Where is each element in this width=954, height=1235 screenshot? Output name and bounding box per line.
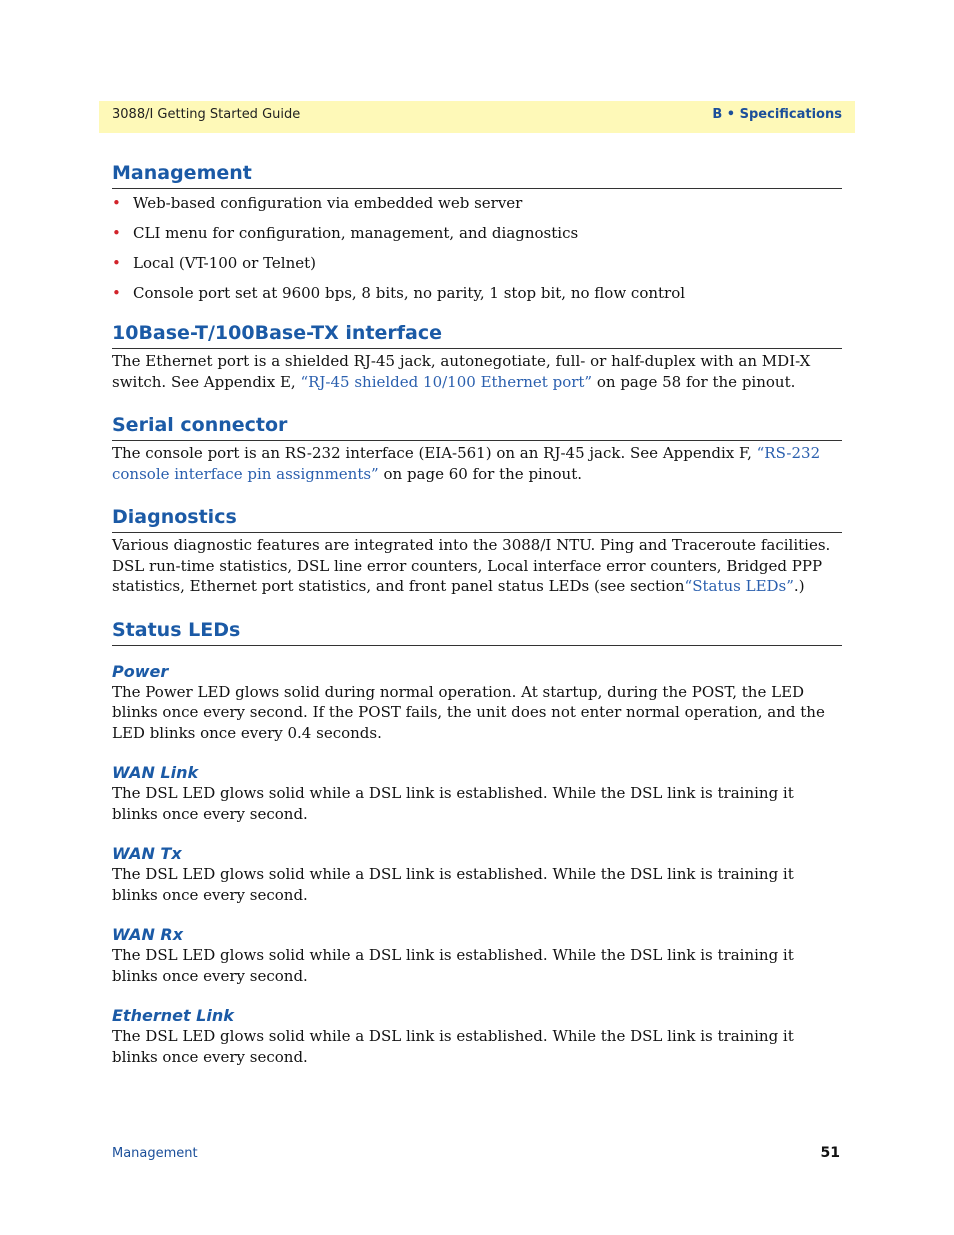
ethernet-paragraph: The Ethernet port is a shielded RJ-45 jack, autonegotiate, full- or half-duplex with an MDI-X switch. See Appendix E, “RJ-45 shielded 10/100 Ethernet port” on page 58 for the pinout. xyxy=(112,352,811,391)
section-heading-ethernet: 10Base-T/100Base-TX interface xyxy=(112,319,842,349)
diagnostics-paragraph: Various diagnostic features are integrated into the 3088/I NTU. Ping and Traceroute facilities. DSL run-time statistics, DSL line error counters, Local interface error counters, Bridged PPP statistics, Ethernet port statistics, and front panel status LEDs (see section“Status LEDs”.) xyxy=(112,536,831,595)
led-wan-tx xyxy=(112,844,842,905)
list-item: • Local (VT-100 or Telnet) xyxy=(112,254,317,272)
status-leds-link[interactable]: “Status LEDs” xyxy=(684,577,794,595)
led-description: The DSL LED glows solid while a DSL link is established. While the DSL link is training it blinks once every second. xyxy=(112,784,794,823)
footer-section-name: Management xyxy=(112,1146,198,1161)
list-item: • CLI menu for configuration, management, and diagnostics xyxy=(112,224,579,242)
rs232-pin-assignments-link[interactable]: “RS-232 console interface pin assignments” xyxy=(112,444,821,483)
main-content xyxy=(112,159,842,1067)
header-guide-title: 3088/I Getting Started Guide xyxy=(112,107,301,122)
bullet-icon: • xyxy=(112,284,121,302)
led-wan-rx xyxy=(112,925,842,986)
page-number: 51 xyxy=(820,1145,840,1161)
list-item: • Console port set at 9600 bps, 8 bits, no parity, 1 stop bit, no flow control xyxy=(112,284,686,302)
ethernet-port-link[interactable]: “RJ-45 shielded 10/100 Ethernet port” xyxy=(300,372,593,391)
subheading-wan-link: WAN Link xyxy=(112,763,199,782)
subheading-wan-tx: WAN Tx xyxy=(112,844,182,863)
section-heading-serial: Serial connector xyxy=(112,411,842,441)
section-heading-diagnostics: Diagnostics xyxy=(112,503,842,533)
led-description: The DSL LED glows solid while a DSL link is established. While the DSL link is training it blinks once every second. xyxy=(112,946,794,985)
led-description: The DSL LED glows solid while a DSL link is established. While the DSL link is training it blinks once every second. xyxy=(112,865,794,904)
bullet-icon: • xyxy=(112,194,121,212)
led-ethernet-link xyxy=(112,1006,842,1067)
serial-paragraph: The console port is an RS-232 interface (EIA-561) on an RJ-45 jack. See Appendix F, “RS-232 console interface pin assignments” on page 60 for the pinout. xyxy=(112,444,821,483)
led-description: The DSL LED glows solid while a DSL link is established. While the DSL link is training it blinks once every second. xyxy=(112,1027,794,1066)
header-chapter: B • Specifications xyxy=(712,107,842,122)
led-wan-link xyxy=(112,763,842,824)
bullet-icon: • xyxy=(112,254,121,272)
subheading-wan-rx: WAN Rx xyxy=(112,925,184,944)
section-heading-status-leds: Status LEDs xyxy=(112,616,842,646)
subheading-ethernet-link: Ethernet Link xyxy=(112,1006,234,1025)
list-item: • Web-based configuration via embedded web server xyxy=(112,194,523,212)
bullet-icon: • xyxy=(112,224,121,242)
led-description: The Power LED glows solid during normal operation. At startup, during the POST, the LED blinks once every second. If the POST fails, the unit does not enter normal operation, and the LED blinks once every 0.4 seconds. xyxy=(112,682,825,742)
management-list xyxy=(112,193,842,303)
section-heading-management: Management xyxy=(112,159,842,189)
running-header xyxy=(99,101,855,133)
led-power xyxy=(112,662,842,744)
subheading-power: Power xyxy=(112,661,169,681)
